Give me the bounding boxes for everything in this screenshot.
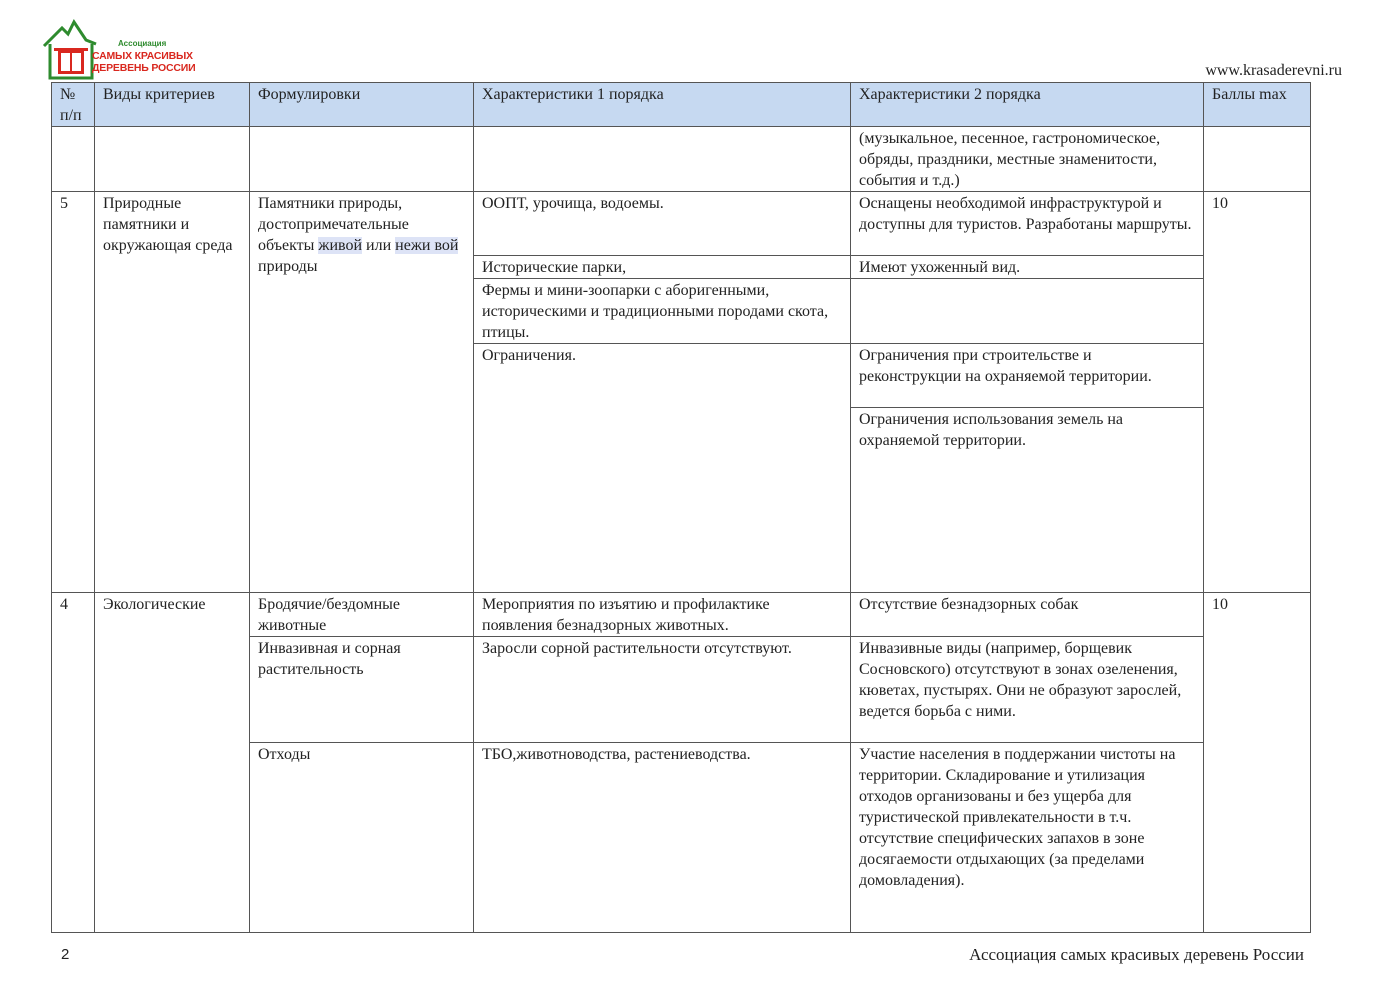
char2-cell: Инвазивные виды (например, борщевик Сосновского) отсутствуют в зонах озеленения, кюветах, пустырях. Они не образуют зарослей, ведется борьба с ними. (851, 637, 1204, 743)
page-number: 2 (61, 946, 70, 963)
highlighted-text: нежи вой (395, 237, 459, 254)
char1-cell: Ограничения. (474, 344, 851, 593)
table-cell (52, 127, 95, 192)
column-header-number: № п/п (52, 83, 95, 127)
char1-cell: Фермы и мини-зоопарки с аборигенными, историческими и традиционными породами скота, птицы. (474, 279, 851, 344)
char1-cell: Заросли сорной растительности отсутствуют. (474, 637, 851, 743)
formulation-text: природы (258, 258, 318, 275)
table-cell (250, 127, 474, 192)
table-cell (1204, 127, 1311, 192)
char2-cell: Оснащены необходимой инфраструктурой и доступны для туристов. Разработаны маршруты. (851, 192, 1204, 256)
house-logo-icon (40, 18, 100, 80)
column-header-points: Баллы max (1204, 83, 1311, 127)
char2-cell: Ограничения использования земель на охраняемой территории. (851, 408, 1204, 593)
column-header-formulation: Формулировки (250, 83, 474, 127)
formulation-cell: Отходы (250, 743, 474, 933)
table-row (52, 192, 1311, 256)
logo-line2: САМЫХ КРАСИВЫХ (92, 50, 193, 62)
table-cell (474, 127, 851, 192)
continuation-cell: (музыкальное, песенное, гастрономическое, обряды, праздники, местные знаменитости, события и т.д.) (851, 127, 1204, 192)
column-header-char2: Характеристики 2 порядка (851, 83, 1204, 127)
logo-line1: Ассоциация (118, 39, 167, 48)
char2-cell: Отсутствие безнадзорных собак (851, 593, 1204, 637)
formulation-text: Памятники природы, достопримечательные объекты (258, 195, 409, 254)
footer-text: Ассоциация самых красивых деревень России (969, 945, 1304, 964)
formulation-cell (250, 192, 474, 593)
column-header-type: Виды критериев (95, 83, 250, 127)
table-row (52, 593, 1311, 637)
criteria-table (51, 82, 1311, 933)
char1-cell: ТБО,животноводства, растениеводства. (474, 743, 851, 933)
formulation-cell: Бродячие/бездомные животные (250, 593, 474, 637)
table-cell (95, 127, 250, 192)
char1-cell: Исторические парки, (474, 256, 851, 279)
logo-line3: ДЕРЕВЕНЬ РОССИИ (92, 62, 196, 74)
criteria-type: Природные памятники и окружающая среда (95, 192, 250, 593)
char2-cell: Ограничения при строительстве и реконструкции на охраняемой территории. (851, 344, 1204, 408)
association-logo (40, 18, 210, 80)
char2-cell (851, 279, 1204, 344)
table-row (52, 127, 1311, 192)
formulation-cell: Инвазивная и сорная растительность (250, 637, 474, 743)
criteria-type: Экологические (95, 593, 250, 933)
char2-cell: Участие населения в поддержании чистоты на территории. Складирование и утилизация отходов организованы и без ущерба для туристической привлекательности в т.ч. отсутствие специфических запахов в зоне досягаемости отдыхающих (за пределами домовладения). (851, 743, 1204, 933)
char2-cell: Имеют ухоженный вид. (851, 256, 1204, 279)
points-cell: 10 (1204, 593, 1311, 933)
website-link[interactable]: www.krasaderevni.ru (1205, 62, 1342, 79)
section-number: 5 (52, 192, 95, 593)
char1-cell: ООПТ, урочища, водоемы. (474, 192, 851, 256)
section-number: 4 (52, 593, 95, 933)
column-header-char1: Характеристики 1 порядка (474, 83, 851, 127)
formulation-text: или (362, 237, 396, 254)
char1-cell: Мероприятия по изъятию и профилактике появления безнадзорных животных. (474, 593, 851, 637)
points-cell: 10 (1204, 192, 1311, 593)
highlighted-text: живой (318, 237, 363, 254)
table-header-row (52, 83, 1311, 127)
